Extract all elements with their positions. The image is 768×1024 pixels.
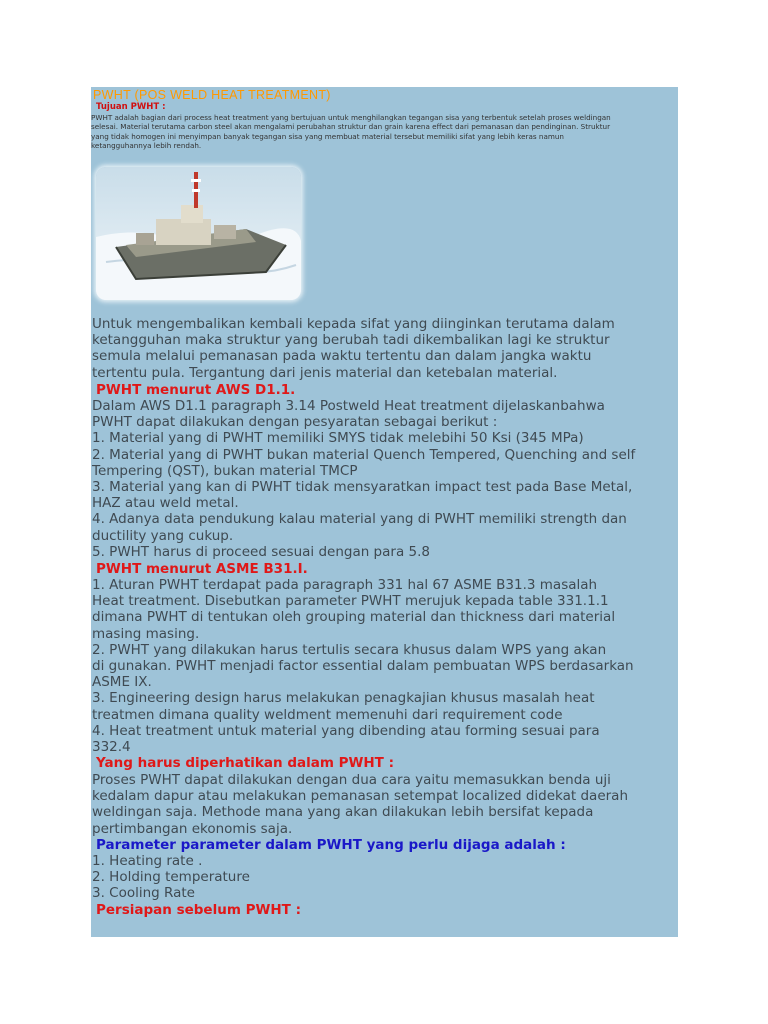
paragraph-line: ketangguhan maka struktur yang berubah tadi dikembalikan lagi ke struktur [92, 332, 610, 349]
parameter-item: 1. Heating rate . [92, 853, 203, 869]
asme-line: 332.4 [92, 739, 131, 756]
asme-line: ASME IX. [92, 674, 152, 691]
paragraph-line: Untuk mengembalikan kembali kepada sifat yang diinginkan terutama dalam [92, 316, 615, 332]
parameter-list [92, 853, 675, 902]
yang-line: pertimbangan ekonomis saja. [92, 820, 293, 837]
yang-line: Proses PWHT dapat dilakukan dengan dua cara yaitu memasukkan benda uji [92, 772, 611, 788]
aws-line: HAZ atau weld metal. [92, 495, 239, 512]
paragraph-intro [92, 316, 675, 381]
aws-line: 1. Material yang di PWHT memiliki SMYS tidak melebihi 50 Ksi (345 MPa) [92, 430, 584, 447]
document-title: PWHT (POS WELD HEAT TREATMENT) [93, 88, 331, 102]
asme-line: 3. Engineering design harus melakukan penagkajian khusus masalah heat [92, 690, 595, 707]
asme-line: 1. Aturan PWHT terdapat pada paragraph 331 hal 67 ASME B31.3 masalah [92, 577, 598, 593]
parameter-item: 2. Holding temperature [92, 869, 250, 886]
asme-heading: PWHT menurut ASME B31.I. [96, 561, 308, 577]
aws-line: 2. Material yang di PWHT bukan material Quench Tempered, Quenching and self [92, 446, 636, 463]
aws-line: 5. PWHT harus di proceed sesuai dengan para 5.8 [92, 543, 430, 560]
asme-line: Heat treatment. Disebutkan parameter PWHT merujuk kepada table 331.1.1 [92, 593, 609, 610]
aws-line: PWHT dapat dilakukan dengan pesyaratan sebagai berikut : [92, 414, 498, 431]
yang-section [92, 772, 675, 837]
asme-section [92, 577, 675, 755]
paragraph-line: tertentu pula. Tergantung dari jenis material dan ketebalan material. [92, 364, 558, 381]
paragraph-line: semula melalui pemanasan pada waktu tertentu dan dalam jangka waktu [92, 348, 592, 365]
asme-line: treatmen dimana quality weldment memenuhi dari requirement code [92, 706, 563, 723]
parameter-heading: Parameter parameter dalam PWHT yang perlu dijaga adalah : [96, 837, 566, 853]
intro-line: PWHT adalah bagian dari process heat treatment yang bertujuan untuk menghilangkan tegangan sisa yang terbentuk setelah proses weldingan [91, 113, 611, 122]
asme-line: 4. Heat treatment untuk material yang dibending atau forming sesuai para [92, 722, 600, 739]
aws-line: 4. Adanya data pendukung kalau material yang di PWHT memiliki strength dan [92, 511, 627, 528]
asme-line: masing masing. [92, 625, 200, 642]
yang-heading: Yang harus diperhatikan dalam PWHT : [96, 755, 394, 771]
yang-line: kedalam dapur atau melakukan pemanasan setempat localized didekat daerah [92, 788, 628, 805]
aws-section [92, 398, 675, 560]
intro-line: yang tidak homogen ini menyimpan banyak tegangan sisa yang membuat material tersebut memiliki sifat yang lebih keras namun [91, 131, 564, 141]
intro-line: ketangguhannya lebih rendah. [91, 140, 202, 150]
aws-line: ductility yang cukup. [92, 527, 234, 544]
aws-heading: PWHT menurut AWS D1.1. [96, 382, 296, 398]
intro-line: selesai. Material terutama carbon steel akan mengalami perubahan struktur dan grain karena effect dari pemanasan dan pendinginan. Struktur [91, 122, 611, 132]
ship-photo [96, 167, 301, 300]
tujuan-label: Tujuan PWHT : [96, 102, 166, 112]
document-page [91, 87, 678, 937]
asme-line: dimana PWHT di tentukan oleh grouping material dan thickness dari material [92, 609, 616, 626]
aws-line: Tempering (QST), bukan material TMCP [92, 462, 358, 479]
intro-text [91, 113, 675, 150]
asme-line: 2. PWHT yang dilakukan harus tertulis secara khusus dalam WPS yang akan [92, 641, 607, 658]
asme-line: di gunakan. PWHT menjadi factor essential dalam pembuatan WPS berdasarkan [92, 658, 634, 675]
persiapan-heading: Persiapan sebelum PWHT : [96, 902, 301, 918]
aws-line: Dalam AWS D1.1 paragraph 3.14 Postweld Heat treatment dijelaskanbahwa [92, 398, 605, 414]
yang-line: weldingan saja. Methode mana yang akan dilakukan lebih bersifat kepada [92, 804, 594, 821]
parameter-item: 3. Cooling Rate [92, 885, 195, 902]
aws-line: 3. Material yang kan di PWHT tidak mensyaratkan impact test pada Base Metal, [92, 479, 633, 496]
